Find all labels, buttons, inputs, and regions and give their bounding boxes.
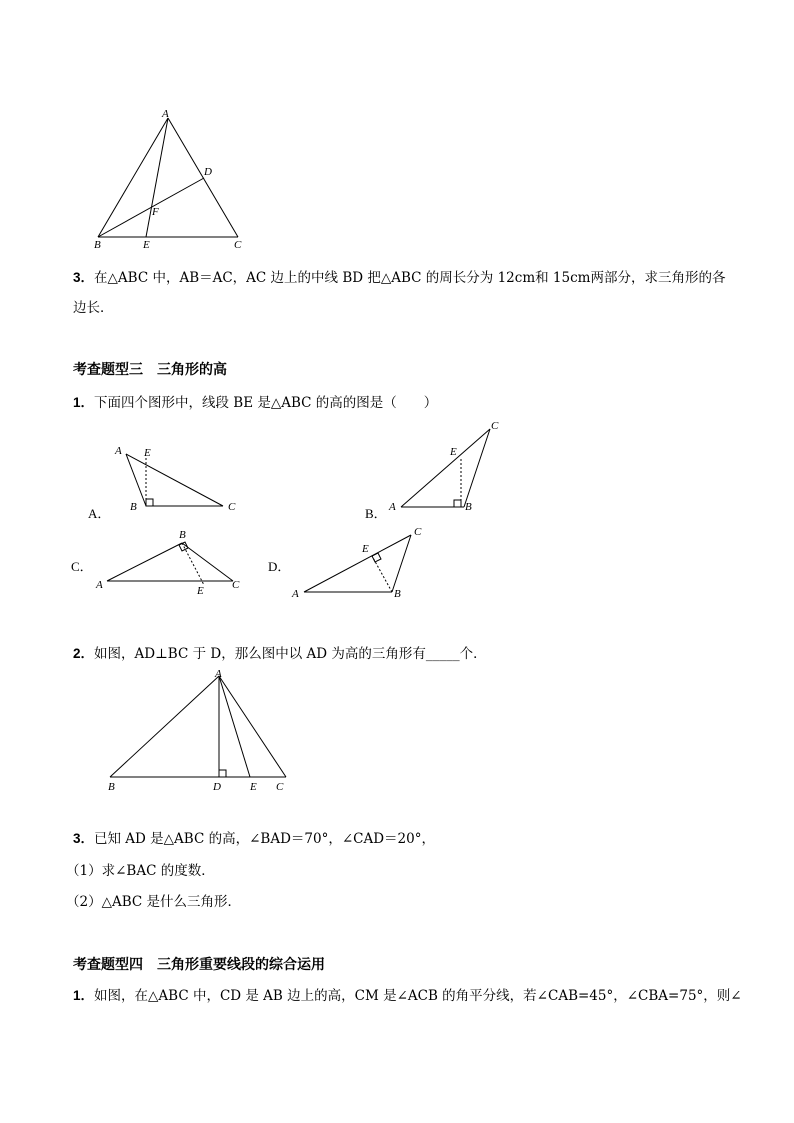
question-text: 如图，在△ABC 中，CD 是 AB 边上的高，CM 是∠ACB 的角平分线，若∠CAB=45°，∠CBA=75°，则∠ [94, 988, 742, 1004]
option-a-letter: A． [88, 506, 111, 521]
question-text: 如图，AD⊥BC 于 D，那么图中以 AD 为高的三角形有_____个． [94, 646, 487, 662]
label-e: E [450, 446, 457, 458]
label-b: B [179, 529, 186, 541]
label-e: E [144, 447, 151, 459]
label-b: B [94, 239, 101, 251]
label-b: B [465, 501, 472, 513]
label-c: C [232, 579, 240, 591]
option-c-figure [90, 523, 250, 603]
label-e: E [197, 585, 204, 597]
label-e: E [143, 239, 150, 251]
question-3-top-cont: 边长． [73, 300, 114, 316]
figure-altitude-ad [100, 664, 300, 799]
option-b-figure [385, 415, 510, 520]
section-heading-3: 考查题型三 三角形的高 [73, 362, 227, 378]
s4-question-1 [73, 986, 742, 1006]
s3-question-3-part-2: （2）△ABC 是什么三角形． [66, 894, 242, 910]
question-text: 已知 AD 是△ABC 的高，∠BAD＝70°，∠CAD＝20°， [94, 831, 435, 847]
figure-triangle-medians [80, 100, 280, 260]
question-text: 在△ABC 中，AB＝AC，AC 边上的中线 BD 把△ABC 的周长分为 12cm和 15cm两部分，求三角形的各 [94, 270, 726, 286]
label-c: C [491, 420, 499, 432]
question-text: 下面四个图形中，线段 BE 是△ABC 的高的图是（ ） [94, 395, 438, 411]
label-f: F [152, 206, 159, 218]
label-a: A [162, 108, 169, 120]
question-number: 3． [73, 831, 95, 846]
question-number: 2． [73, 646, 95, 661]
label-c: C [228, 501, 236, 513]
s3-question-3-part-1: （1）求∠BAC 的度数． [66, 863, 215, 879]
s3-question-2 [73, 644, 487, 664]
label-c: C [234, 239, 242, 251]
option-d-figure [290, 520, 435, 605]
question-number: 3． [73, 270, 95, 285]
s3-question-1 [73, 393, 437, 413]
label-c: C [414, 526, 422, 538]
label-d: D [204, 166, 212, 178]
label-a: A [96, 579, 103, 591]
label-c: C [276, 781, 284, 793]
label-a: A [115, 445, 122, 457]
label-e: E [362, 543, 369, 555]
question-number: 1． [73, 395, 95, 410]
option-c-letter: C． [71, 559, 93, 574]
label-e: E [250, 781, 257, 793]
label-b: B [394, 588, 401, 600]
s3-question-3 [73, 829, 435, 849]
label-a: A [215, 668, 222, 680]
label-b: B [130, 501, 137, 513]
label-a: A [292, 588, 299, 600]
label-d: D [213, 781, 221, 793]
option-b-letter: B． [365, 506, 387, 521]
option-a-figure [108, 440, 243, 520]
question-3-top [73, 268, 725, 288]
section-heading-4: 考查题型四 三角形重要线段的综合运用 [73, 957, 325, 973]
label-b: B [108, 781, 115, 793]
question-number: 1． [73, 988, 95, 1003]
option-d-letter: D． [268, 559, 291, 574]
label-a: A [389, 501, 396, 513]
